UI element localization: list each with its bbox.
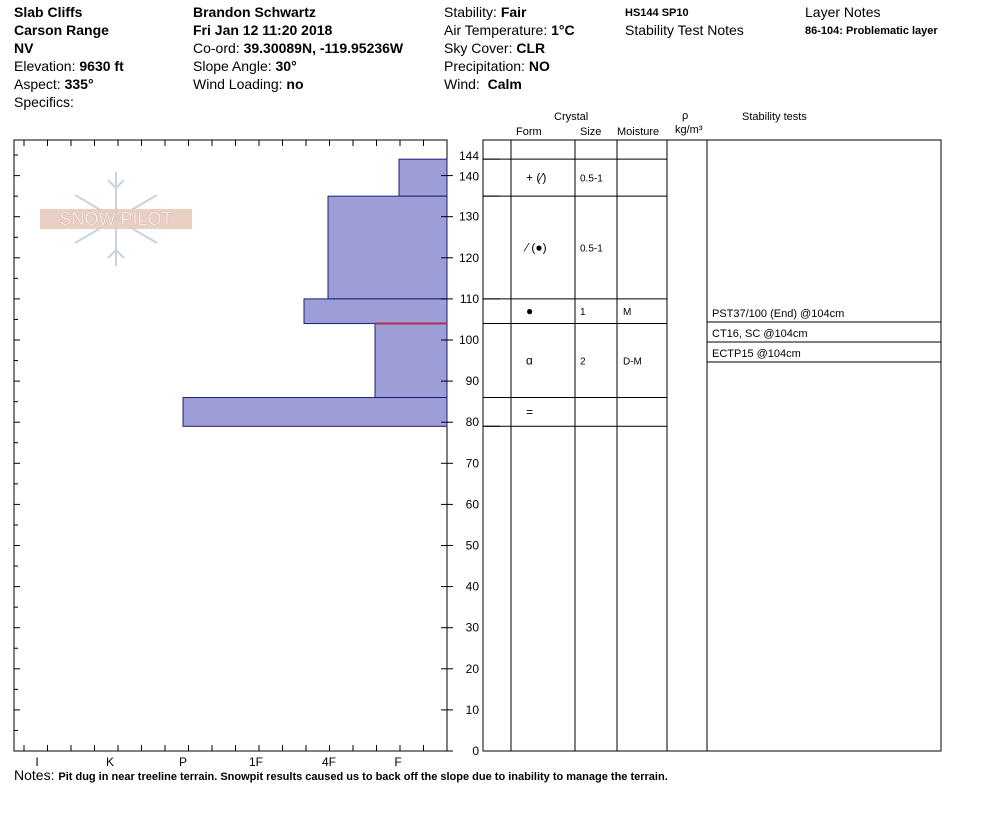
height-tick-label: 140	[458, 169, 479, 184]
snow-pilot-logo	[40, 172, 192, 266]
notes	[14, 766, 668, 784]
specifics-label: Specifics:	[14, 94, 74, 110]
grain-size: 0.5-1	[580, 173, 603, 185]
hardness-bar	[375, 324, 447, 398]
moisture-header: Moisture	[617, 126, 660, 138]
height-tick-label: 60	[465, 497, 479, 512]
layer-notes-label: Layer Notes	[805, 4, 881, 20]
observation-datetime: Fri Jan 12 11:20 2018	[193, 22, 333, 38]
air-temp-label: Air Temperature:	[444, 22, 548, 38]
stability-label: Stability:	[444, 4, 497, 20]
aspect-label: Aspect:	[14, 76, 61, 92]
stability-test-notes-label: Stability Test Notes	[625, 22, 744, 38]
wind-label: Wind:	[444, 76, 480, 92]
grain-size: 0.5-1	[580, 243, 603, 255]
grain-size: 1	[580, 307, 586, 319]
grain-form: ɑ	[526, 353, 533, 368]
crystal-header: Crystal	[554, 111, 589, 123]
height-tick-label: 50	[465, 538, 479, 553]
layer-table-frame	[483, 140, 941, 751]
height-tick-label: 10	[465, 702, 479, 717]
notes-text: Pit dug in near treeline terrain. Snowpit results caused us to back off the slope due to inability to manage the terrain.	[58, 771, 668, 783]
hardness-bar	[328, 196, 447, 299]
form-header: Form	[516, 126, 542, 138]
height-tick-label: 20	[465, 661, 479, 676]
rho-header: ρ	[682, 110, 689, 122]
height-tick-label: 100	[458, 333, 479, 347]
height-tick-label: 80	[465, 415, 479, 430]
location-name: Slab Cliffs	[14, 4, 83, 20]
density-unit-header: kg/m³	[675, 124, 703, 136]
size-header: Size	[580, 126, 602, 138]
grain-form: ⁄ (●)	[526, 240, 547, 255]
elevation-value: 9630 ft	[79, 58, 124, 74]
height-tick-label: 130	[458, 209, 479, 224]
stability-test: CT16, SC @104cm	[712, 328, 808, 340]
layer-note: 86-104: Problematic layer	[805, 25, 938, 37]
hardness-label: K	[105, 755, 115, 769]
coord-value: 39.30089N, -119.95236W	[243, 40, 404, 56]
notes-label: Notes:	[14, 767, 55, 783]
slope-label: Slope Angle:	[193, 58, 272, 74]
sky-label: Sky Cover:	[444, 40, 513, 56]
range-name: Carson Range	[14, 22, 109, 38]
height-tick-label: 110	[459, 291, 479, 306]
sky-value: CLR	[516, 40, 546, 56]
grain-form: ●	[526, 304, 534, 319]
hardness-label: I	[35, 755, 39, 769]
hardness-label: P	[178, 755, 188, 769]
precip-value: NO	[528, 58, 550, 74]
hardness-bar	[399, 159, 447, 196]
stability-value: Fair	[500, 4, 527, 20]
hardness-bar	[304, 299, 447, 324]
hardness-label: F	[394, 755, 402, 769]
wind-loading-value: no	[286, 76, 304, 92]
hardness-label: 1F	[248, 755, 264, 769]
stability-tests-header: Stability tests	[742, 111, 807, 123]
air-temp-value: 1°C	[551, 22, 575, 38]
height-tick-label: 40	[465, 579, 479, 594]
height-tick-label: 90	[465, 374, 479, 389]
coord-label: Co-ord:	[193, 40, 240, 56]
grain-form: + (⁄)	[526, 170, 547, 185]
logo-text: SNOW PILOT	[59, 209, 173, 229]
layer-moisture: M	[623, 307, 632, 319]
wind-loading-label: Wind Loading:	[193, 76, 283, 92]
height-tick-label: 0	[472, 744, 479, 758]
grain-size: 2	[580, 356, 586, 368]
stability-test: ECTP15 @104cm	[712, 348, 801, 360]
hardness-bar	[183, 398, 447, 427]
stability-test: PST37/100 (End) @104cm	[712, 308, 845, 320]
hardness-label: 4F	[321, 755, 337, 769]
hs-sp-values: HS144 SP10	[625, 7, 689, 19]
slope-value: 30°	[275, 58, 297, 74]
aspect-value: 335°	[64, 76, 94, 92]
precip-label: Precipitation:	[444, 58, 525, 74]
height-tick-label: 144	[458, 149, 479, 164]
height-tick-label: 120	[458, 250, 479, 265]
height-tick-label: 30	[465, 620, 479, 635]
state-name: NV	[14, 40, 34, 56]
height-tick-label: 70	[465, 456, 479, 471]
wind-value: Calm	[487, 76, 522, 92]
layer-moisture: D-M	[623, 356, 642, 368]
observer-name: Brandon Schwartz	[193, 4, 316, 20]
elevation-label: Elevation:	[14, 58, 76, 74]
grain-form: =	[526, 404, 534, 419]
